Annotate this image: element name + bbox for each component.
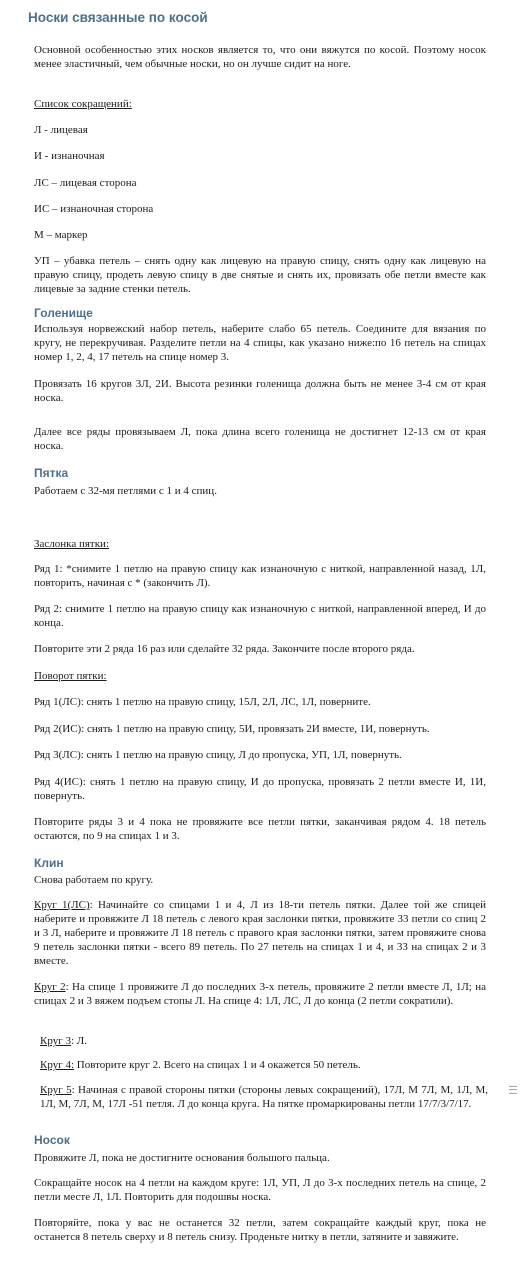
heel-turn-row: Ряд 3(ЛС): снять 1 петлю на правую спицу, Л до пропуска, УП, 1Л, повернуть. — [34, 749, 402, 761]
gusset-round-text: : Л. — [70, 1035, 87, 1047]
gusset-round — [34, 980, 486, 1008]
toe-paragraph: Провяжите Л, пока не достигните основания большого пальца. — [34, 1152, 330, 1164]
abbr-item: Л - лицевая — [34, 124, 88, 136]
gusset-round-label: Круг 5 — [40, 1084, 72, 1096]
abbr-item: М – маркер — [34, 229, 88, 241]
gusset-round — [40, 1058, 492, 1072]
toe-paragraph: Сокращайте носок на 4 петли на каждом круге: 1Л, УП, Л до 3-х последних петель на спице, 2 петли месте Л, 1Л. Повторить для подошвы носка. — [34, 1177, 486, 1203]
gusset-round-label: Круг 4: — [40, 1059, 75, 1071]
heel-turn-heading: Поворот пятки: — [34, 670, 107, 682]
heel-turn-repeat: Повторите ряды 3 и 4 пока не провяжите все петли пятки, заканчивая рядом 4. 18 петель остаются, по 9 на спицах 1 и 3. — [34, 816, 486, 842]
gusset-round — [40, 1034, 492, 1048]
abbr-item: И - изнаночная — [34, 150, 105, 162]
gusset-round-label: Круг 1(ЛС) — [34, 899, 90, 911]
heel-turn-row: Ряд 2(ИС): снять 1 петлю на правую спицу, 5И, провязать 2И вместе, 1И, повернуть. — [34, 723, 430, 735]
gusset-round — [34, 898, 486, 968]
gusset-round-text: : Начиная с правой стороны пятки (стороны левых сокращений), 17Л, М 7Л, М, 1Л, М, 1Л, М, 7Л, М, 17Л -51 петля. Л до конца круга. На пятке промаркированы петли 17/7/3/7/17. — [40, 1084, 488, 1110]
section-heading-gusset: Клин — [34, 856, 64, 870]
section-heading-heel: Пятка — [34, 466, 69, 480]
menu-lines-icon — [509, 1086, 517, 1094]
leg-paragraph: Провязать 16 кругов 3Л, 2И. Высота резинки голенища должна быть не менее 3-4 см от края носка. — [34, 378, 486, 404]
gusset-round-label: Круг 2 — [34, 981, 66, 993]
abbr-item: ЛС – лицевая сторона — [34, 177, 137, 189]
intro-paragraph: Основной особенностью этих носков является то, что они вяжутся по косой. Поэтому носок менее эластичный, чем обычные носки, но он лучше сидит на ноге. — [34, 44, 486, 70]
gusset-round-text: Повторите круг 2. Всего на спицах 1 и 4 окажется 50 петель. — [74, 1059, 361, 1071]
abbreviations-heading: Список сокращений: — [34, 98, 132, 110]
heel-turn-row: Ряд 4(ИС): снять 1 петлю на правую спицу, И до пропуска, провязать 2 петли вместе И, 1И, повернуть. — [34, 776, 486, 802]
heel-paragraph: Работаем с 32-мя петлями с 1 и 4 спиц. — [34, 485, 217, 497]
heel-turn-row: Ряд 1(ЛС): снять 1 петлю на правую спицу, 15Л, 2Л, ЛС, 1Л, поверните. — [34, 696, 371, 708]
leg-paragraph: Используя норвежский набор петель, наберите слабо 65 петель. Соедините для вязания по кругу, не перекручивая. Разделите петли на 4 спицы, как указано ниже:по 16 петель на спицах номер 1, 2, 4, 17 петель на спице номер 3. — [34, 323, 486, 363]
abbr-up-definition: УП – убавка петель – снять одну как лицевую на правую спицу, снять одну как лицевую на правую спицу, продеть левую спицу в две снятые и снять их, провязать обе петли вместе как лицевые за задние стенки петель. — [34, 255, 486, 295]
section-heading-toe: Носок — [34, 1133, 70, 1147]
gusset-round-text: : На спице 1 провяжите Л до последних 3-х петель, провяжите 2 петли вместе Л, 1Л; на спицах 2 и 3 вяжем подъем стопы Л. На спице 4: 1Л, ЛС, Л до конца (2 петли сократили). — [34, 981, 486, 1007]
heel-flap-repeat: Повторите эти 2 ряда 16 раз или сделайте 32 ряда. Закончите после второго ряда. — [34, 643, 415, 655]
heel-flap-heading: Заслонка пятки: — [34, 538, 110, 550]
gusset-round — [40, 1083, 488, 1111]
abbr-item: ИС – изнаночная сторона — [34, 203, 154, 215]
gusset-paragraph: Снова работаем по кругу. — [34, 874, 154, 886]
toe-paragraph: Повторяйте, пока у вас не останется 32 петли, затем сокращайте каждый круг, пока не останется 8 петель сверху и 8 петель снизу. Проденьте нитку в петли, затяните и завяжите. — [34, 1217, 486, 1243]
leg-paragraph: Далее все ряды провязываем Л, пока длина всего голенища не достигнет 12-13 см от края носка. — [34, 426, 486, 452]
heel-flap-row: Ряд 1: *снимите 1 петлю на правую спицу как изнаночную с ниткой, направленной назад, 1Л, повторить, начиная с * (закончить Л). — [34, 563, 486, 589]
gusset-round-text: : Начинайте со спицами 1 и 4, Л из 18-ти петель пятки. Далее той же спицей наберите и провяжите Л 18 петель с левого края заслонки пятки, провяжите 33 петли со спиц 2 и 3 Л, наберите и провяжите Л 18 петель с правого края заслонки пятки, затем провяжите снова 9 петель заслонки пятки - всего 89 петель. По 27 петель на спицах 1 и 4, и 33 на спицах 2 и 3 вместе. — [34, 899, 486, 967]
page-title: Носки связанные по косой — [28, 10, 208, 25]
section-heading-leg: Голенище — [34, 306, 93, 320]
gusset-round-label: Круг 3 — [40, 1035, 71, 1047]
heel-flap-row: Ряд 2: снимите 1 петлю на правую спицу как изнаночную с ниткой, направленной вперед, И до конца. — [34, 603, 486, 629]
